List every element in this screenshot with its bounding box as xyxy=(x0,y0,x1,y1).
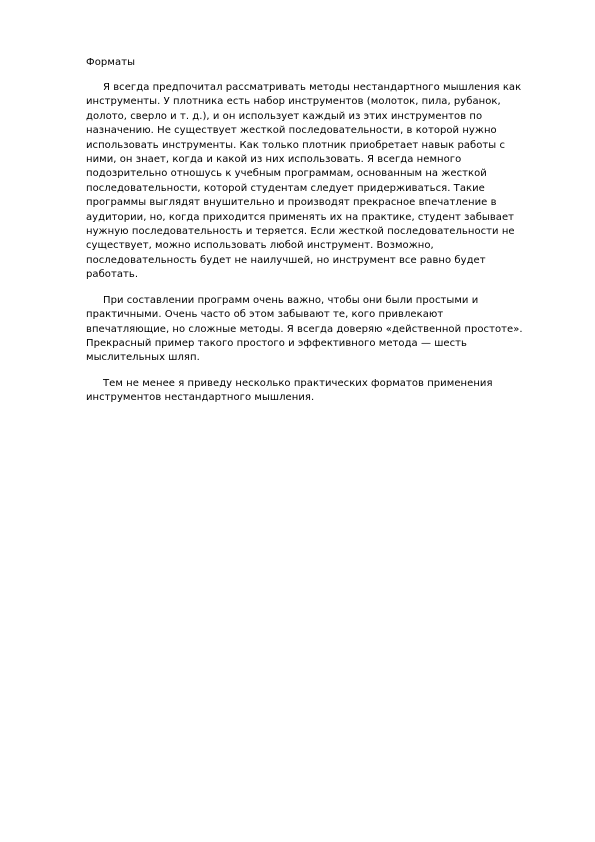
document-page xyxy=(86,56,526,417)
document-heading: Форматы xyxy=(86,57,136,68)
paragraph-tools: Я всегда предпочитал рассматривать методы нестандартного мышления как инструменты. У плотника есть набор инструментов (молоток, пила, рубанок, долото, сверло и т. д.), и он использует каждый из этих инструментов по назначению. Не существует жесткой последовательности, в которой нужно использовать инструменты. Как только плотник приобретает навык работы с ними, он знает, когда и какой из них использовать. Я всегда немного подозрительно отношусь к учебным программам, основанным на жесткой последовательности, которой студентам следует придерживаться. Такие программы выглядят внушительно и производят прекрасное впечатление в аудитории, но, когда приходится применять их на практике, студент забывает нужную последовательность и теряется. Если жесткой последовательности не существует, можно использовать любой инструмент. Возможно, последовательность будет не наилучшей, но инструмент все равно будет работать. xyxy=(86,82,522,281)
paragraph-simplicity: При составлении программ очень важно, чтобы они были простыми и практичными. Очень часто об этом забывают те, кого привлекают впечатляющие, но сложные методы. Я всегда доверяю «действенной простоте». Прекрасный пример такого простого и эффективного метода — шесть мыслительных шляп. xyxy=(86,294,523,364)
paragraph-formats: Тем не менее я приведу несколько практических форматов применения инструментов нестандартного мышления. xyxy=(86,377,493,404)
